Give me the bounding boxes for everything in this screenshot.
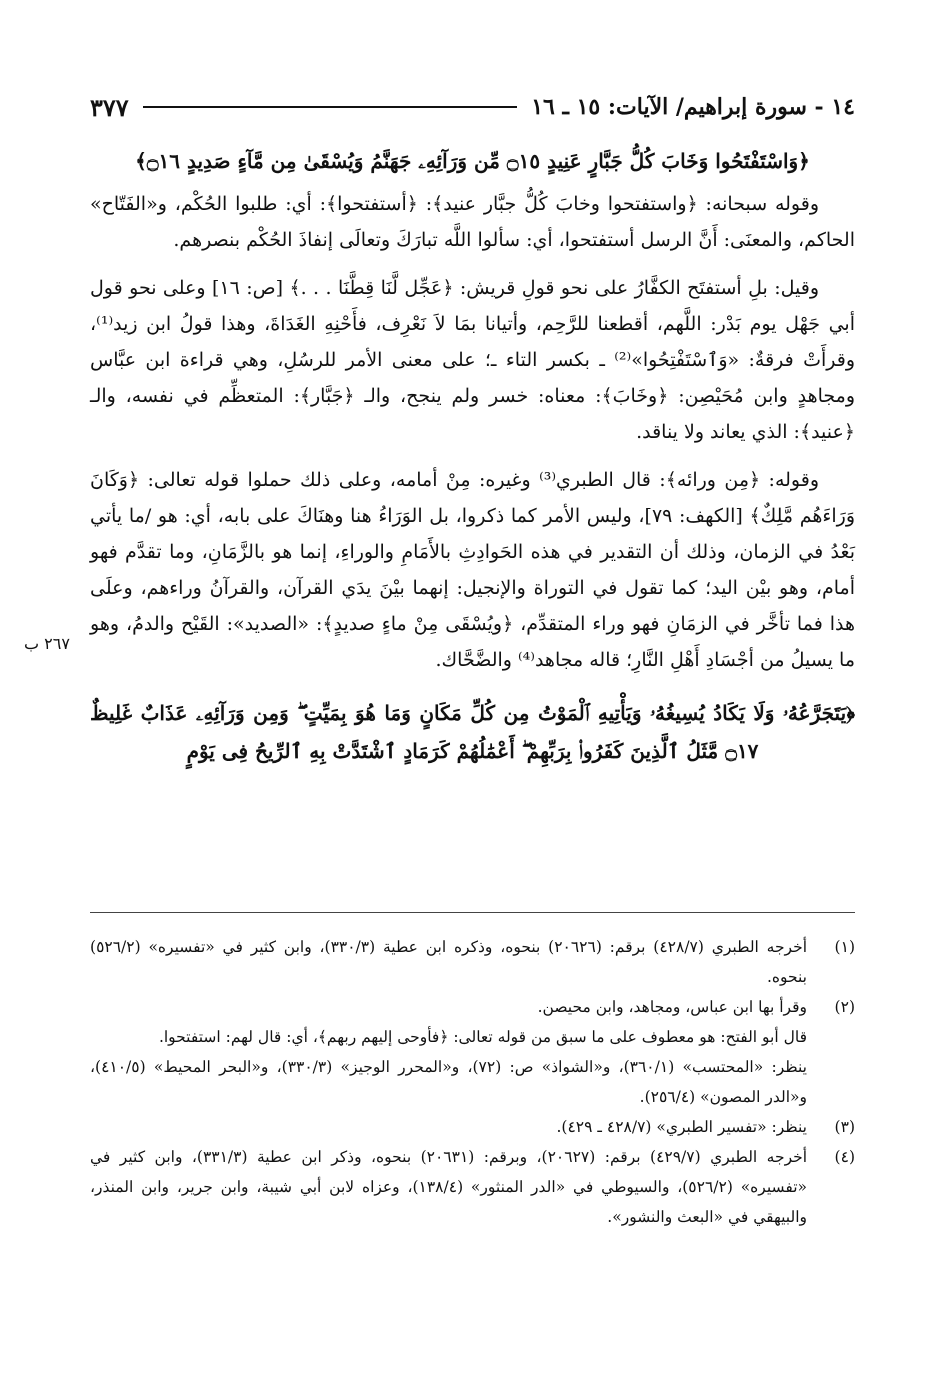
footnote-text xyxy=(90,932,807,992)
quran-verse-block: ﴿يَتَجَرَّعُهُۥ وَلَا يَكَادُ يُسِيغُهُۥ وَيَأْتِيهِ ٱلْمَوْتُ مِن كُلِّ مَكَانٍ وَمَا هُوَ بِمَيِّتٍ ۖ وَمِن وَرَآئِهِۦ عَذَابٌ غَلِيظٌ ۝١٧ مَّثَلُ ٱلَّذِينَ كَفَرُوا۟ بِرَبِّهِمْ ۖ أَعْمَٰلُهُمْ كَرَمَادٍ ٱشْتَدَّتْ بِهِ ٱلرِّيحُ فِى يَوْمٍ xyxy=(90,701,855,763)
footnote-number: (٤) xyxy=(834,1148,855,1166)
main-text xyxy=(90,142,855,776)
manuscript-folio-note: ٢٦٧ ب xyxy=(24,634,70,653)
footnotes xyxy=(90,932,855,1232)
footnote-line: أخرجه الطبري (٤٢٩/٧) برقم: (٢٠٦٢٧)، وبرقم: (٢٠٦٣١) بنحوه، وذكر ابن عطية (٣٣١/٣)، وابن كثير في «تفسيره» (٥٢٦/٢)، والسيوطي في «الدر المنثور» (١٣٨/٤)، وعزاه لابن أبي شيبة، وابن جرير، وابن المنذر، والبيهقي في «البعث والنشور». xyxy=(90,1148,808,1226)
footnote xyxy=(90,932,855,992)
footnote-number: (١) xyxy=(834,938,855,956)
header-rule xyxy=(143,106,518,108)
footnote xyxy=(90,992,855,1112)
footnote-line: أخرجه الطبري (٤٢٨/٧) برقم: (٢٠٦٢٦) بنحوه، وذكره ابن عطية (٣٣٠/٣)، وابن كثير في «تفسيره» (٥٢٦/٢) بنحوه. xyxy=(90,938,807,986)
footnote xyxy=(90,1112,855,1142)
footnote xyxy=(90,1142,855,1232)
commentary-paragraph: وقوله سبحانه: ﴿واستفتحوا وخابَ كُلُّ جبَّار عنيد﴾: ﴿أستفتحوا﴾: أي: طلبوا الحُكْم، و«الفَتّاح» الحاكم، والمعنَى: أَنَّ الرسل أستفتحوا، أي: سألوا اللَّه تبارَكَ وتعالَى إنفاذَ الحُكْم بنصرهم. xyxy=(90,193,855,251)
footnote-text xyxy=(90,992,807,1112)
quran-verse-block: ﴿وَاسْتَفْتَحُوا وَخَابَ كُلُّ جَبَّارٍ عَنِيدٍ ۝١٥ مِّن وَرَآئِهِۦ جَهَنَّمُ وَيُسْقَىٰ مِن مَّآءٍ صَدِيدٍ ۝١٦﴾ xyxy=(135,149,810,173)
page-number: ٣٧٧ xyxy=(90,92,129,122)
footnote-text xyxy=(90,1142,807,1232)
page-header xyxy=(90,92,855,122)
footnote-line: ينظر: «المحتسب» (٣٦٠/١)، و«الشواذ» ص: (٧٢)، و«المحرر الوجيز» (٣٣٠/٣)، و«البحر المحيط» (٤١٠/٥)، و«الدر المصون» (٢٥٦/٤). xyxy=(90,1058,807,1106)
footnote-line: قال أبو الفتح: هو معطوف على ما سبق من قوله تعالى: ﴿فأوحى إليهم ربهم﴾، أي: قال لهم: استفتحوا. xyxy=(158,1028,807,1046)
footnote-separator xyxy=(90,912,855,913)
commentary-paragraph: وقوله: ﴿مِن ورائه﴾: قال الطبري⁽³⁾ وغيره: مِنْ أمامه، وعلى ذلك حملوا قوله تعالى: ﴿وَكَانَ وَرَاءَهُم مَّلِكٌ﴾ [الكهف: ٧٩]، وليس الأمر كما ذكروا، بل الوَرَاءُ هنا وهنَاكَ على بابه، أي: هو /ما يأتي بَعْدُ في الزمان، وذلك أن التقدير في هذه الحَوادِثِ بالأَمَامِ والوراءِ، إنما هو بالزَّمَانِ، وما تقدَّم فهو أمام، وهو بيْن اليد؛ كما تقول في التوراة والإنجيل: إنهما بيْنَ يدَي القرآن، والقرآنُ وراءهم، وعلَى هذا فما تأخَّر في الزمَانِ فهو وراء المتقدِّم، ﴿ويُسْقَى مِنْ ماءٍ صديدٍ﴾: «الصديد»: القَيْح والدمُ، وهو ما يسيلُ من أجْسَادِ أَهْلِ النَّارِ؛ قاله مجاهد⁽⁴⁾ والضَّحَّاك. xyxy=(90,469,855,671)
footnote-line: وقرأ بها ابن عباس، ومجاهد، وابن محيصن. xyxy=(537,998,807,1016)
footnote-line: ينظر: «تفسير الطبري» (٤٢٨/٧ ـ ٤٢٩). xyxy=(556,1118,807,1136)
footnote-number: (٢) xyxy=(834,998,855,1016)
footnote-number: (٣) xyxy=(834,1118,855,1136)
commentary-paragraph: وقيل: بلِ أستفتَح الكفَّارُ على نحو قولِ قريش: ﴿عَجِّل لَّنَا قِطَّنَا . . .﴾ [ص: ١٦] وعلى نحو قول أبي جَهْل يوم بَدْر: اللَّهم، أقطعنا للرَّحِم، وأتيانا بمَا لاَ نَعْرِف، فأَحْنِهِ الغَدَاةَ، وهذا قولُ ابن زيد⁽¹⁾، وقرأَتْ فرقةٌ: «وَٱسْتَفْتِحُوا»⁽²⁾ ـ بكسر التاء ـ؛ على معنى الأمر للرسُلِ، وهي قراءة ابن عبَّاس ومجاهدٍ وابن مُحَيْصِن: ﴿وخَابَ﴾: معناه: خسر ولم ينجح، والـ ﴿جَبَّار﴾: المتعظِّم في نفسه، والـ ﴿عنيد﴾: الذي يعاند ولا يناقد. xyxy=(90,277,855,443)
running-title: ١٤ - سورة إبراهيم/ الآيات: ١٥ ـ ١٦ xyxy=(531,94,855,120)
footnote-text xyxy=(90,1112,807,1142)
